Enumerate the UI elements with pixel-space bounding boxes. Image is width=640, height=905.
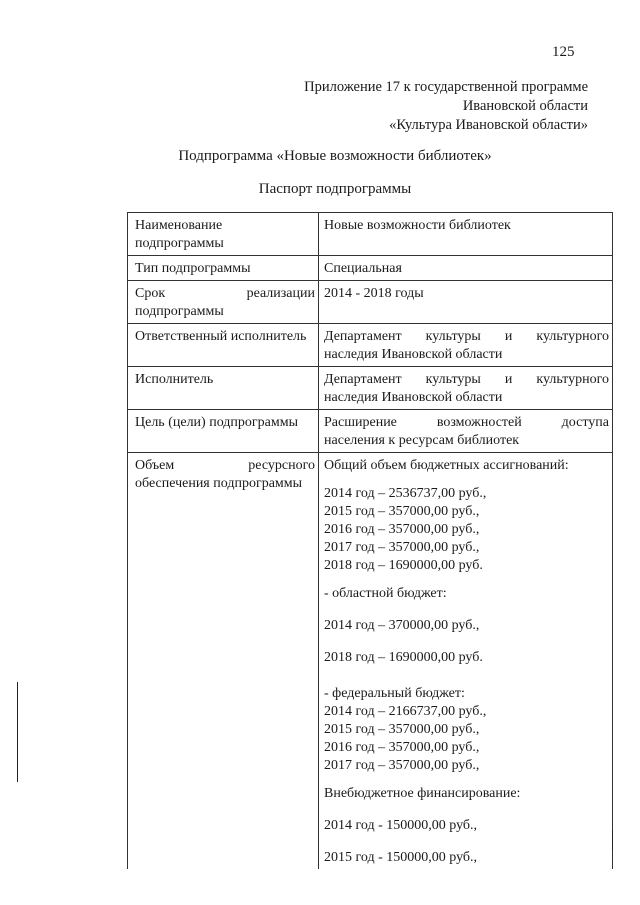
row-value: Специальная: [319, 256, 613, 281]
table-row: [128, 256, 613, 281]
list-item: 2016 год – 357000,00 руб.,: [324, 522, 480, 537]
scan-edge-line: [612, 830, 613, 850]
list-item: 2018 год – 1690000,00 руб.: [324, 650, 483, 665]
row-value: [319, 324, 613, 367]
list-item: 2014 год – 2166737,00 руб.,: [324, 704, 487, 719]
label-line: обеспечения подпрограммы: [135, 476, 303, 491]
row-value: [319, 367, 613, 410]
list-item: 2016 год – 357000,00 руб.,: [324, 740, 480, 755]
table-row: [128, 453, 613, 870]
label-line: Срок реализации: [135, 286, 315, 301]
value-line: Департамент культуры и культурного: [324, 372, 609, 387]
total-heading: Общий объем бюджетных ассигнований:: [324, 458, 569, 473]
appendix-line: «Культура Ивановской области»: [389, 117, 588, 133]
table-row: [128, 324, 613, 367]
list-item: 2015 год – 357000,00 руб.,: [324, 504, 480, 519]
extra-heading: Внебюджетное финансирование:: [324, 786, 521, 801]
table-row: [128, 213, 613, 256]
row-value: 2014 - 2018 годы: [319, 281, 613, 324]
appendix-line: Ивановской области: [462, 98, 588, 114]
list-item: 2014 год – 370000,00 руб.,: [324, 618, 480, 633]
appendix-header: [304, 78, 588, 135]
table-row: [128, 281, 613, 324]
row-label: [128, 281, 319, 324]
scan-margin-line: [17, 682, 18, 782]
passport-table: [127, 212, 613, 869]
list-item: 2015 год – 357000,00 руб.,: [324, 722, 480, 737]
page-number: 125: [552, 44, 575, 60]
list-item: 2014 год - 150000,00 руб.,: [324, 818, 478, 833]
regional-heading: - областной бюджет:: [324, 586, 447, 601]
federal-heading: - федеральный бюджет:: [324, 686, 465, 701]
total-list: [324, 485, 609, 575]
value-line: населения к ресурсам библиотек: [324, 433, 520, 448]
value-line: Расширение возможностей доступа: [324, 415, 609, 430]
label-line: Объем ресурсного: [135, 458, 315, 473]
row-label: Ответственный исполнитель: [128, 324, 319, 367]
value-line: Департамент культуры и культурного: [324, 329, 609, 344]
list-item: 2015 год - 150000,00 руб.,: [324, 850, 478, 865]
list-item: 2017 год – 357000,00 руб.,: [324, 758, 480, 773]
list-item: 2014 год – 2536737,00 руб.,: [324, 486, 487, 501]
list-item: 2017 год – 357000,00 руб.,: [324, 540, 480, 555]
value-line: наследия Ивановской области: [324, 390, 503, 405]
row-value: [319, 453, 613, 870]
value-line: наследия Ивановской области: [324, 347, 503, 362]
label-line: подпрограммы: [135, 236, 224, 251]
table-row: [128, 410, 613, 453]
row-value: [319, 410, 613, 453]
row-value: Новые возможности библиотек: [319, 213, 613, 256]
row-label: Тип подпрограммы: [128, 256, 319, 281]
appendix-line: Приложение 17 к государственной программе: [304, 79, 588, 95]
passport-title: Паспорт подпрограммы: [258, 181, 412, 197]
row-label: [128, 453, 319, 870]
label-line: Наименование: [135, 218, 223, 233]
label-line: подпрограммы: [135, 304, 224, 319]
row-label: [128, 213, 319, 256]
row-label: Цель (цели) подпрограммы: [128, 410, 319, 453]
row-label: Исполнитель: [128, 367, 319, 410]
list-item: 2018 год – 1690000,00 руб.: [324, 558, 483, 573]
table-row: [128, 367, 613, 410]
subprogram-title: Подпрограмма «Новые возможности библиотек»: [178, 148, 492, 164]
